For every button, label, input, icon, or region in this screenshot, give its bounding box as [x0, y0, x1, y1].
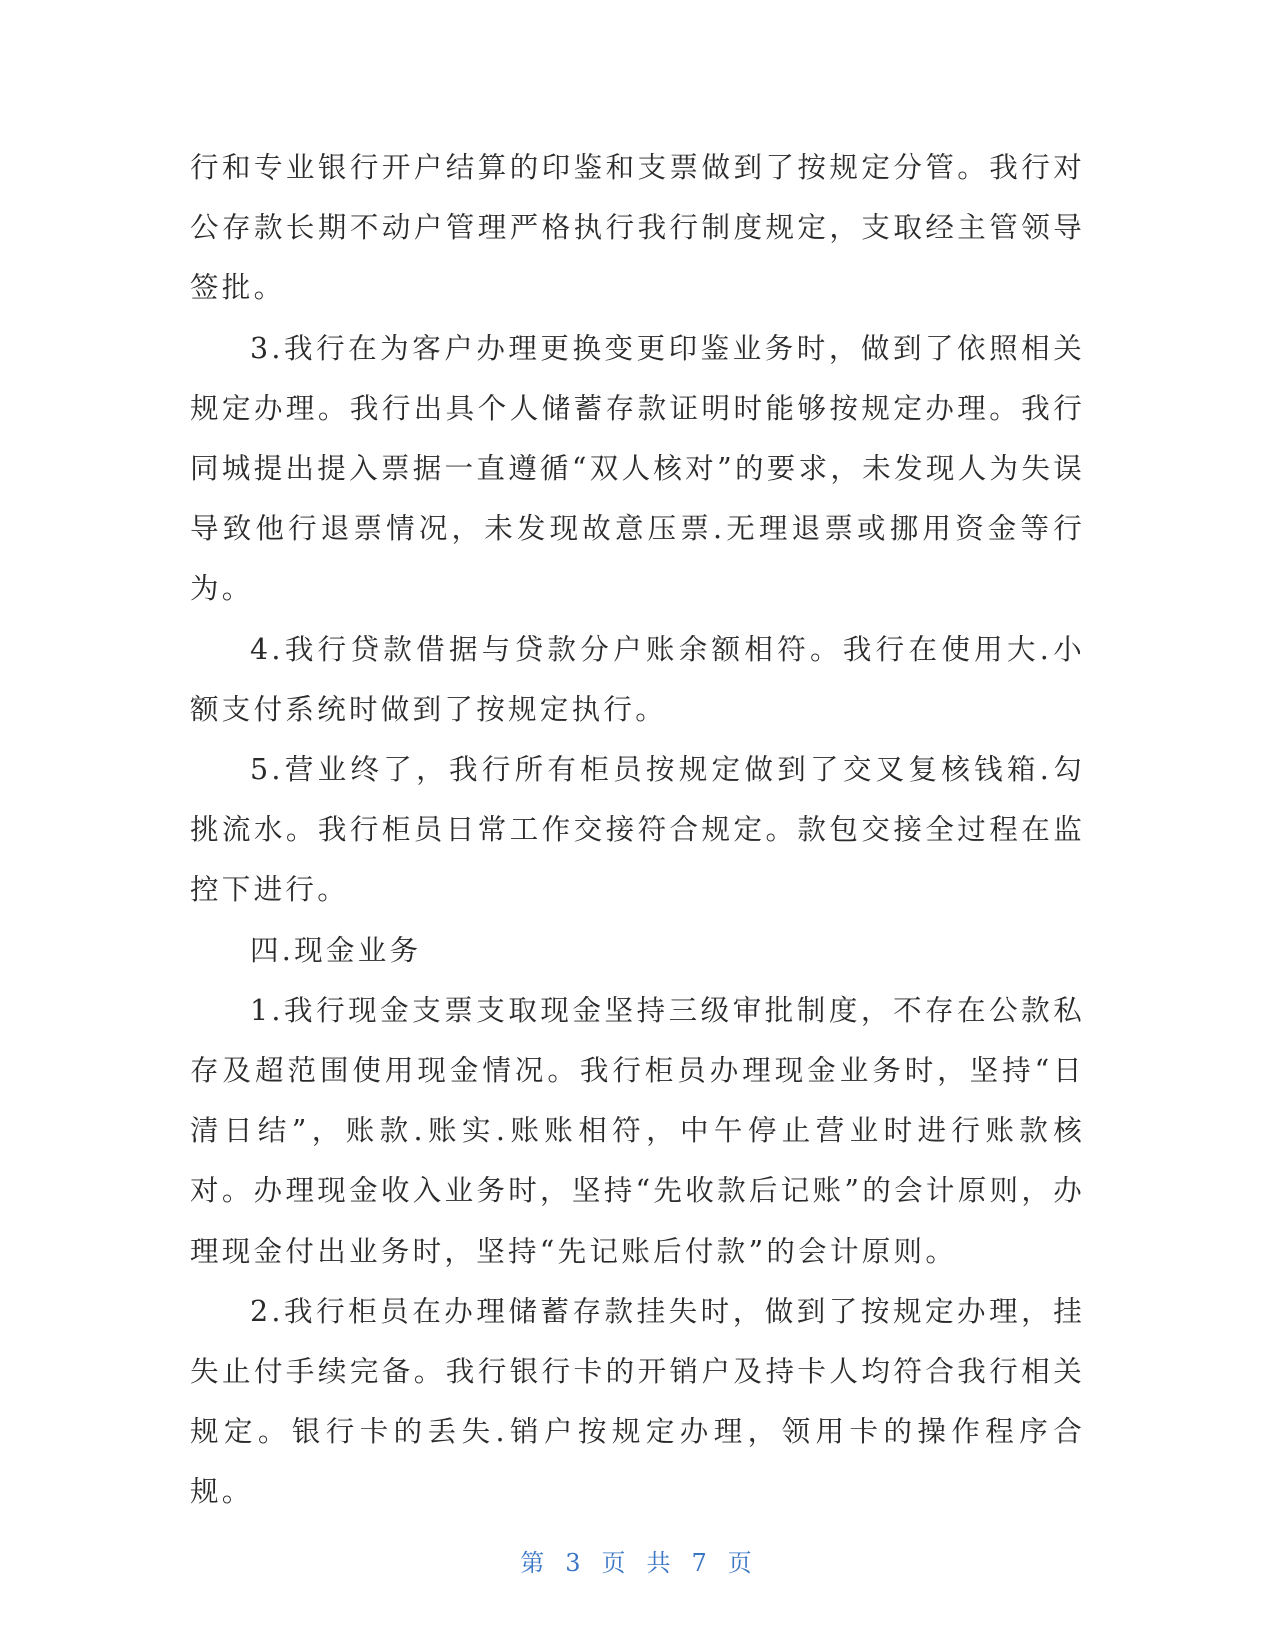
section-heading-cash-business: 四.现金业务 — [250, 933, 422, 967]
paragraph-cash-item-1: 1.我行现金支票支取现金坚持三级审批制度，不存在公款私存及超范围使用现金情况。我行柜员办理现金业务时，坚持“日清日结”，账款.账实.账账相符，中午停止营业时进行账款核对。办理现金收入业务时，坚持“先收款后记账”的会计原则，办理现金付出业务时，坚持“先记账后付款”的会计原则。 — [190, 993, 1085, 1268]
paragraph-cash-item-2: 2.我行柜员在办理储蓄存款挂失时，做到了按规定办理，挂失止付手续完备。我行银行卡的开销户及持卡人均符合我行相关规定。银行卡的丢失.销户按规定办理，领用卡的操作程序合规。 — [190, 1294, 1085, 1509]
paragraph-item-3: 3.我行在为客户办理更换变更印鉴业务时，做到了依照相关规定办理。我行出具个人储蓄存款证明时能够按规定办理。我行同城提出提入票据一直遵循“双人核对”的要求，未发现人为失误导致他行退票情况，未发现故意压票.无理退票或挪用资金等行为。 — [190, 331, 1085, 606]
footer-current-page: 3 — [565, 1549, 584, 1577]
page-footer — [0, 1543, 1275, 1578]
paragraph-continued: 行和专业银行开户结算的印鉴和支票做到了按规定分管。我行对公存款长期不动户管理严格执行我行制度规定，支取经主管领导签批。 — [190, 151, 1085, 305]
footer-page-word: 页 — [601, 1549, 629, 1577]
footer-prefix: 第 — [520, 1549, 548, 1577]
paragraph-item-5: 5.营业终了，我行所有柜员按规定做到了交叉复核钱箱.勾挑流水。我行柜员日常工作交接符合规定。款包交接全过程在监控下进行。 — [190, 753, 1085, 907]
footer-total-prefix: 共 — [646, 1549, 674, 1577]
paragraph-item-4: 4.我行贷款借据与贷款分户账余额相符。我行在使用大.小额支付系统时做到了按规定执行。 — [190, 632, 1085, 726]
document-body — [190, 138, 1085, 1523]
footer-total-pages: 7 — [691, 1549, 710, 1577]
footer-suffix: 页 — [727, 1549, 755, 1577]
